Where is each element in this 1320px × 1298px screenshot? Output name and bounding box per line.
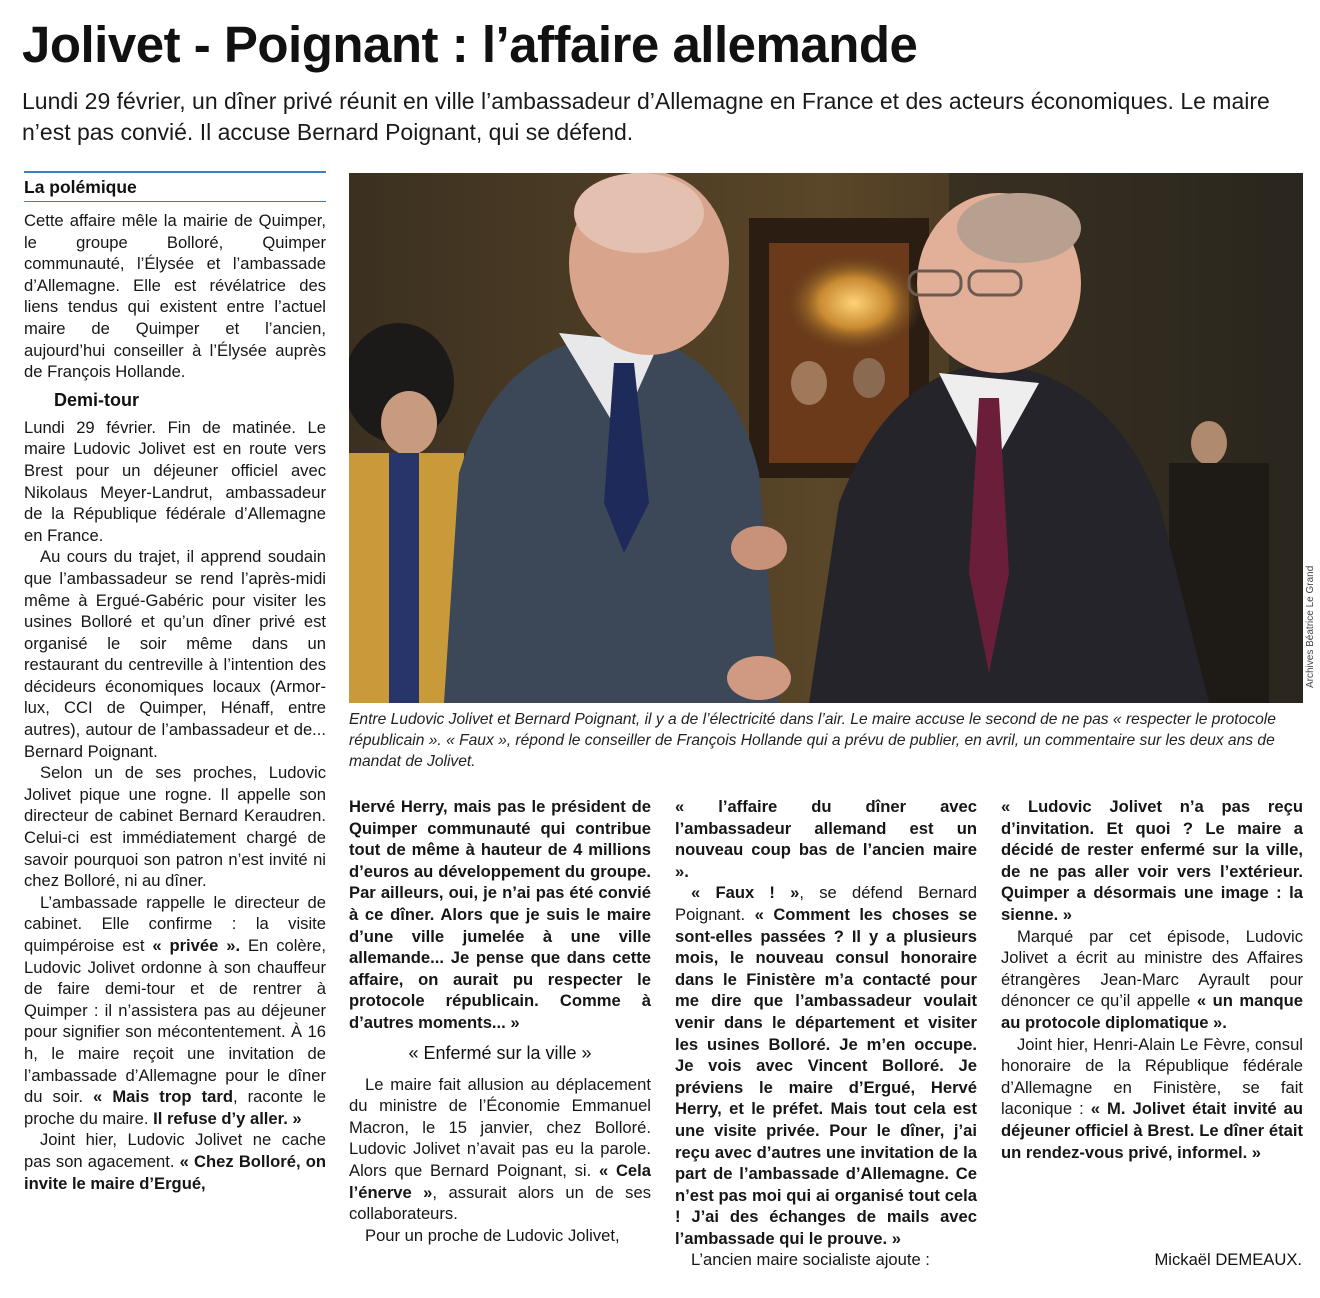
- body-paragraph: « Ludovic Jolivet n’a pas reçu d’invitation. Et quoi ? Le maire a décidé de rester enfermé sur la ville, de ne pas aller voir vers l’extérieur. Quimper a désormais une image : la sienne. »: [1001, 797, 1303, 924]
- body-paragraph: Hervé Herry, mais pas le président de Quimper communauté qui contribue tout de même à hauteur de 4 millions d’euros au développement du groupe. Par ailleurs, oui, je n’ai pas été convié à ce dîner. Alors que je suis le maire d’une ville jumelée à une ville allemande... Je pense que dans cette affaire, on aurait pu respecter le protocole républicain. Comme à d’autres moments... »: [349, 797, 651, 1032]
- photo-caption: Entre Ludovic Jolivet et Bernard Poignant, il y a de l’électricité dans l’air. Le maire accuse le second de ne pas « respecter le protocole républicain ». « Faux », répond le conseiller de François Hollande qui a prévu de publier, en avril, un commentaire sur les deux ans de mandat de Jolivet.: [349, 711, 1276, 770]
- photo-illustration: [349, 173, 1303, 703]
- intro-paragraph: Cette affaire mêle la mairie de Quimper, le groupe Bolloré, Quimper communauté, l’Élysée et l’ambassade d’Allemagne. Elle est révélatrice des liens tendus qui existent entre l’actuel maire de Quimper et l’ancien, aujourd’hui conseiller à l’Élysée auprès de François Hollande.: [24, 211, 326, 382]
- body-paragraph: Marqué par cet épisode, Ludovic Jolivet a écrit au ministre des Affaires étrangères Jean-Marc Ayrault pour dénoncer ce qu’il appelle « un manque au protocole diplomatique ».: [1001, 926, 1304, 1032]
- body-paragraph: L’ambassade rappelle le directeur de cabinet. Elle confirme : la visite quimpéroise est « privée ». En colère, Ludovic Jolivet ordonne à son chauffeur de faire demi-tour et de rentrer à Quimper : il n’assistera pas au déjeuner pour signifier son mécontentement. À 16 h, le maire reçoit une invitation de l’ambassade d’Allemagne pour le dîner du soir. « Mais trop tard, raconte le proche du maire. Il refuse d’y aller. »: [24, 892, 326, 1128]
- body-paragraph: Pour un proche de Ludovic Jolivet,: [365, 1225, 620, 1245]
- rubric: La polémique: [24, 171, 326, 202]
- body-paragraph: Selon un de ses proches, Ludovic Jolivet pique une rogne. Il appelle son directeur de cabinet Bernard Keraudren. Celui-ci est immédiatement chargé de savoir pourquoi son patron n’est invité ni chez Bolloré, ni au dîner.: [24, 763, 326, 891]
- headline: Jolivet - Poignant : l’affaire allemande: [22, 16, 918, 73]
- body-paragraph: « l’affaire du dîner avec l’ambassadeur allemand est un nouveau coup bas de l’ancien maire ».: [675, 797, 977, 881]
- subhead-enferme: « Enfermé sur la ville »: [408, 1042, 592, 1063]
- body-paragraph: L’ancien maire socialiste ajoute :: [691, 1250, 930, 1270]
- column-2: [349, 796, 651, 1246]
- body-paragraph: Lundi 29 février. Fin de matinée. Le maire Ludovic Jolivet est en route vers Brest pour un déjeuner officiel avec Nikolaus Meyer-Landrut, ambassadeur de la République fédérale d’Allemagne en France.: [24, 417, 326, 545]
- body-paragraph: Joint hier, Ludovic Jolivet ne cache pas son agacement. « Chez Bolloré, on invite le maire d’Ergué,: [24, 1130, 326, 1193]
- byline: Mickaël DEMEAUX.: [1154, 1250, 1302, 1269]
- body-paragraph: Le maire fait allusion au déplacement du ministre de l’Économie Emmanuel Macron, le 15 janvier, chez Bolloré. Ludovic Jolivet n’avait pas eu la parole. Alors que Bernard Poignant, si. « Cela l’énerve », assurait alors un de ses collaborateurs.: [349, 1074, 652, 1224]
- body-paragraph: Joint hier, Henri-Alain Le Fèvre, consul honoraire de la République fédérale d’Allemagne en Finistère, se fait laconique : « M. Jolivet était invité au déjeuner officiel à Brest. Le dîner était un rendez-vous privé, informel. »: [1001, 1034, 1304, 1162]
- column-1: [24, 171, 326, 1194]
- standfirst: Lundi 29 février, un dîner privé réunit en ville l’ambassadeur d’Allemagne en France et des acteurs économiques. Le maire n’est pas convié. Il accuse Bernard Poignant, qui se défend.: [22, 88, 1270, 145]
- subhead-demi-tour: Demi-tour: [54, 389, 139, 410]
- article-photo: [349, 173, 1303, 703]
- photo-credit: Archives Béatrice Le Grand: [1305, 565, 1316, 688]
- column-3: [675, 796, 977, 1271]
- column-4: [1001, 796, 1303, 1163]
- body-paragraph: « Faux ! », se défend Bernard Poignant. « Comment les choses se sont-elles passées ? Il y a plusieurs mois, le nouveau consul honoraire dans le Finistère m’a contacté pour me dire que l’ambassadeur voulait venir dans le département et visiter les usines Bolloré. Je m’en occupe. Je vois avec Vincent Bolloré. Je préviens le maire d’Ergué, Hervé Herry, et le préfet. Mais tout cela est une visite privée. Pour le dîner, j’ai reçu avec d’autres une invitation de la part de l’ambassade d’Allemagne. Ce n’est pas moi qui ai organisé tout cela ! J’ai des échanges de mails avec l’ambassade qui le prouve. »: [675, 883, 977, 1248]
- body-paragraph: Au cours du trajet, il apprend soudain que l’ambassadeur se rend l’après-midi même à Ergué-Gabéric pour visiter les usines Bolloré et qu’un dîner privé est organisé le soir même dans un restaurant du centreville à l’intention des décideurs économiques locaux (Armor-lux, CCI de Quimper, Hénaff, entre autres), autour de l’ambassadeur et de... Bernard Poignant.: [24, 547, 326, 761]
